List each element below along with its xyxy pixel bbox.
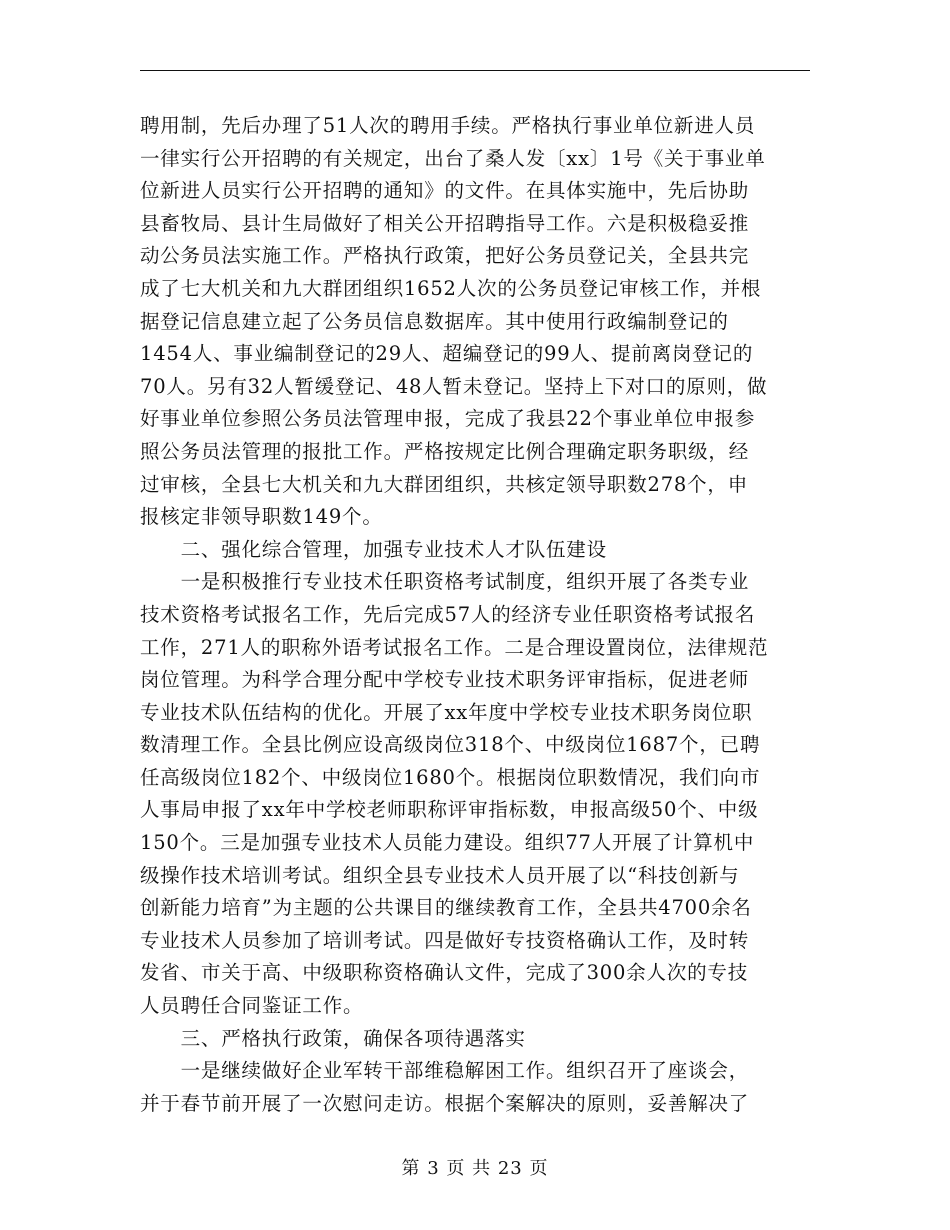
text-line: 岗位管理。为科学合理分配中学校专业技术职务评审指标，促进老师 bbox=[140, 668, 750, 692]
text-line: 任高级岗位182个、中级岗位1680个。根据岗位职数情况，我们向市 bbox=[140, 765, 761, 789]
text-line: 150个。三是加强专业技术人员能力建设。组织77人开展了计算机中 bbox=[140, 831, 755, 855]
text-line: 70人。另有32人暂缓登记、48人暂未登记。坚持上下对口的原则，做 bbox=[140, 374, 768, 398]
section-heading: 二、强化综合管理，加强专业技术人才队伍建设 bbox=[140, 537, 607, 561]
text-line: 报核定非领导职数149个。 bbox=[140, 505, 383, 529]
text-line: 聘用制，先后办理了51人次的聘用手续。严格执行事业单位新进人员 bbox=[140, 114, 756, 137]
text-line: 成了七大机关和九大群团组织1652人次的公务员登记审核工作，并根 bbox=[140, 276, 762, 300]
text-line: 位新进人员实行公开招聘的通知》的文件。在具体实施中，先后协助 bbox=[140, 179, 750, 203]
text-line: 技术资格考试报名工作，先后完成57人的经济专业任职资格考试报名 bbox=[140, 602, 756, 626]
text-line: 创新能力培育”为主题的公共课目的继续教育工作，全县共4700余名 bbox=[140, 896, 752, 920]
text-line: 级操作技术培训考试。组织全县专业技术人员开展了以“科技创新与 bbox=[140, 863, 740, 887]
text-line: 专业技术队伍结构的优化。开展了xx年度中学校专业技术职务岗位职 bbox=[140, 700, 753, 724]
text-line: 1454人、事业编制登记的29人、超编登记的99人、提前离岗登记的 bbox=[140, 342, 754, 366]
text-line: 过审核，全县七大机关和九大群团组织，共核定领导职数278个，申 bbox=[140, 472, 749, 496]
page-footer: 第 3 页 共 23 页 bbox=[401, 1158, 549, 1179]
text-line: 一是积极推行专业技术任职资格考试制度，组织开展了各类专业 bbox=[140, 570, 750, 594]
header-rule bbox=[140, 70, 810, 71]
text-line: 照公务员法管理的报批工作。严格按规定比例合理确定职务职级，经 bbox=[140, 439, 750, 463]
document-body bbox=[140, 110, 810, 1120]
text-line: 数清理工作。全县比例应设高级岗位318个、中级岗位1687个，已聘 bbox=[140, 733, 761, 757]
text-line: 人事局申报了xx年中学校老师职称评审指标数，申报高级50个、中级 bbox=[140, 798, 759, 822]
text-line: 工作，271人的职称外语考试报名工作。二是合理设置岗位，法律规范 bbox=[140, 635, 769, 659]
text-line: 动公务员法实施工作。严格执行政策，把好公务员登记关，全县共完 bbox=[140, 244, 750, 268]
text-line: 专业技术人员参加了培训考试。四是做好专技资格确认工作，及时转 bbox=[140, 928, 750, 952]
text-line: 一律实行公开招聘的有关规定，出台了桑人发〔xx〕1号《关于事业单 bbox=[140, 146, 766, 170]
text-line: 发省、市关于高、中级职称资格确认文件，完成了300余人次的专技 bbox=[140, 961, 749, 985]
text-line: 一是继续做好企业军转干部维稳解困工作。组织召开了座谈会， bbox=[140, 1059, 750, 1083]
text-line: 人员聘任合同鉴证工作。 bbox=[140, 994, 364, 1018]
text-line: 县畜牧局、县计生局做好了相关公开招聘指导工作。六是积极稳妥推 bbox=[140, 211, 750, 235]
section-heading: 三、严格执行政策，确保各项待遇落实 bbox=[140, 1026, 526, 1050]
text-line: 好事业单位参照公务员法管理申报，完成了我县22个事业单位申报参 bbox=[140, 407, 756, 431]
text-line: 据登记信息建立起了公务员信息数据库。其中使用行政编制登记的 bbox=[140, 309, 729, 333]
text-line: 并于春节前开展了一次慰问走访。根据个案解决的原则，妥善解决了 bbox=[140, 1091, 750, 1115]
